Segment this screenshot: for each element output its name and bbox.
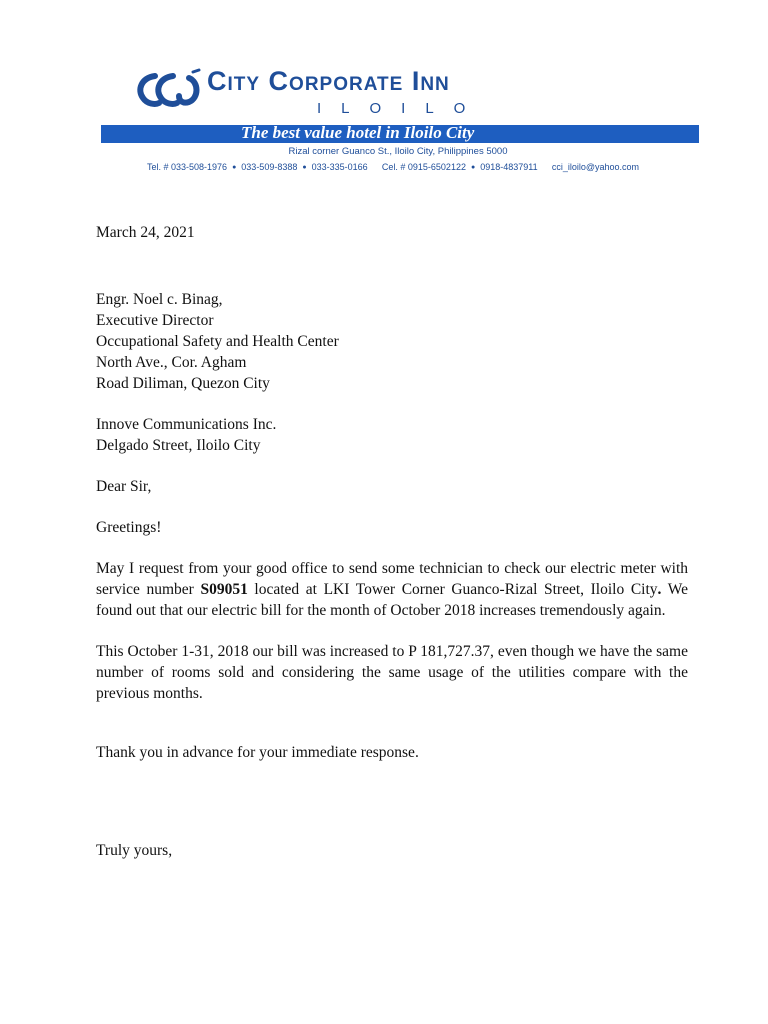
- greeting: Greetings!: [96, 519, 162, 536]
- salutation: Dear Sir,: [96, 478, 152, 495]
- bullet-icon: ●: [232, 164, 237, 172]
- recipient-address-1: North Ave., Cor. Agham: [96, 354, 247, 371]
- company-address: Delgado Street, Iloilo City: [96, 437, 261, 454]
- paragraph-bill: This October 1-31, 2018 our bill was increased to P 181,727.37, even though we have the same number of rooms sold and considering the same usage of the utilities compare with the previous months.: [96, 643, 688, 702]
- bullet-icon: ●: [302, 164, 307, 172]
- recipient-org: Occupational Safety and Health Center: [96, 333, 339, 350]
- company-block: [96, 414, 688, 456]
- tagline: The best value hotel in Iloilo City: [241, 123, 475, 142]
- letter-body: [96, 222, 688, 861]
- letterhead: [95, 60, 701, 180]
- closing: Truly yours,: [96, 842, 173, 859]
- recipient-title: Executive Director: [96, 312, 214, 329]
- letter-date: March 24, 2021: [96, 224, 195, 241]
- para1-middle: located at LKI Tower Corner Guanco-Rizal Street, Iloilo City: [247, 581, 658, 598]
- paragraph-request: [96, 558, 688, 621]
- para1-period: .: [657, 581, 662, 598]
- brand-name: City Corporate Inn: [207, 66, 450, 96]
- recipient-name: Engr. Noel c. Binag,: [96, 291, 223, 308]
- hotel-address: Rizal corner Guanco St., Iloilo City, Philippines 5000: [288, 146, 508, 157]
- bullet-icon: ●: [470, 164, 476, 172]
- contact-tel-3: 033-335-0166: [311, 162, 368, 172]
- para1-after: We found out that our electric bill for the month of October 2018 increases tremendously again.: [96, 581, 688, 619]
- brand-city: ILOILO: [317, 100, 486, 117]
- contact-tel-1: Tel. # 033-508-1976: [147, 162, 228, 172]
- recipient-block: [96, 289, 688, 394]
- contact-line: [147, 162, 639, 172]
- contact-cel-2: 0918-4837911: [480, 162, 538, 172]
- tagline-bar: [101, 125, 699, 143]
- cci-swirl-logo-icon: [133, 68, 205, 112]
- thanks-line: Thank you in advance for your immediate response.: [96, 744, 419, 761]
- company-name: Innove Communications Inc.: [96, 416, 277, 433]
- contact-tel-2: 033-509-8388: [241, 162, 298, 172]
- contact-cel-1: Cel. # 0915-6502122: [381, 162, 466, 172]
- recipient-address-2: Road Diliman, Quezon City: [96, 375, 270, 392]
- contact-email[interactable]: cci_iloilo@yahoo.com: [551, 162, 640, 172]
- service-number: S09051: [200, 581, 248, 598]
- para1-before: May I request from your good office to send some technician to check our electric meter with service number: [96, 560, 688, 598]
